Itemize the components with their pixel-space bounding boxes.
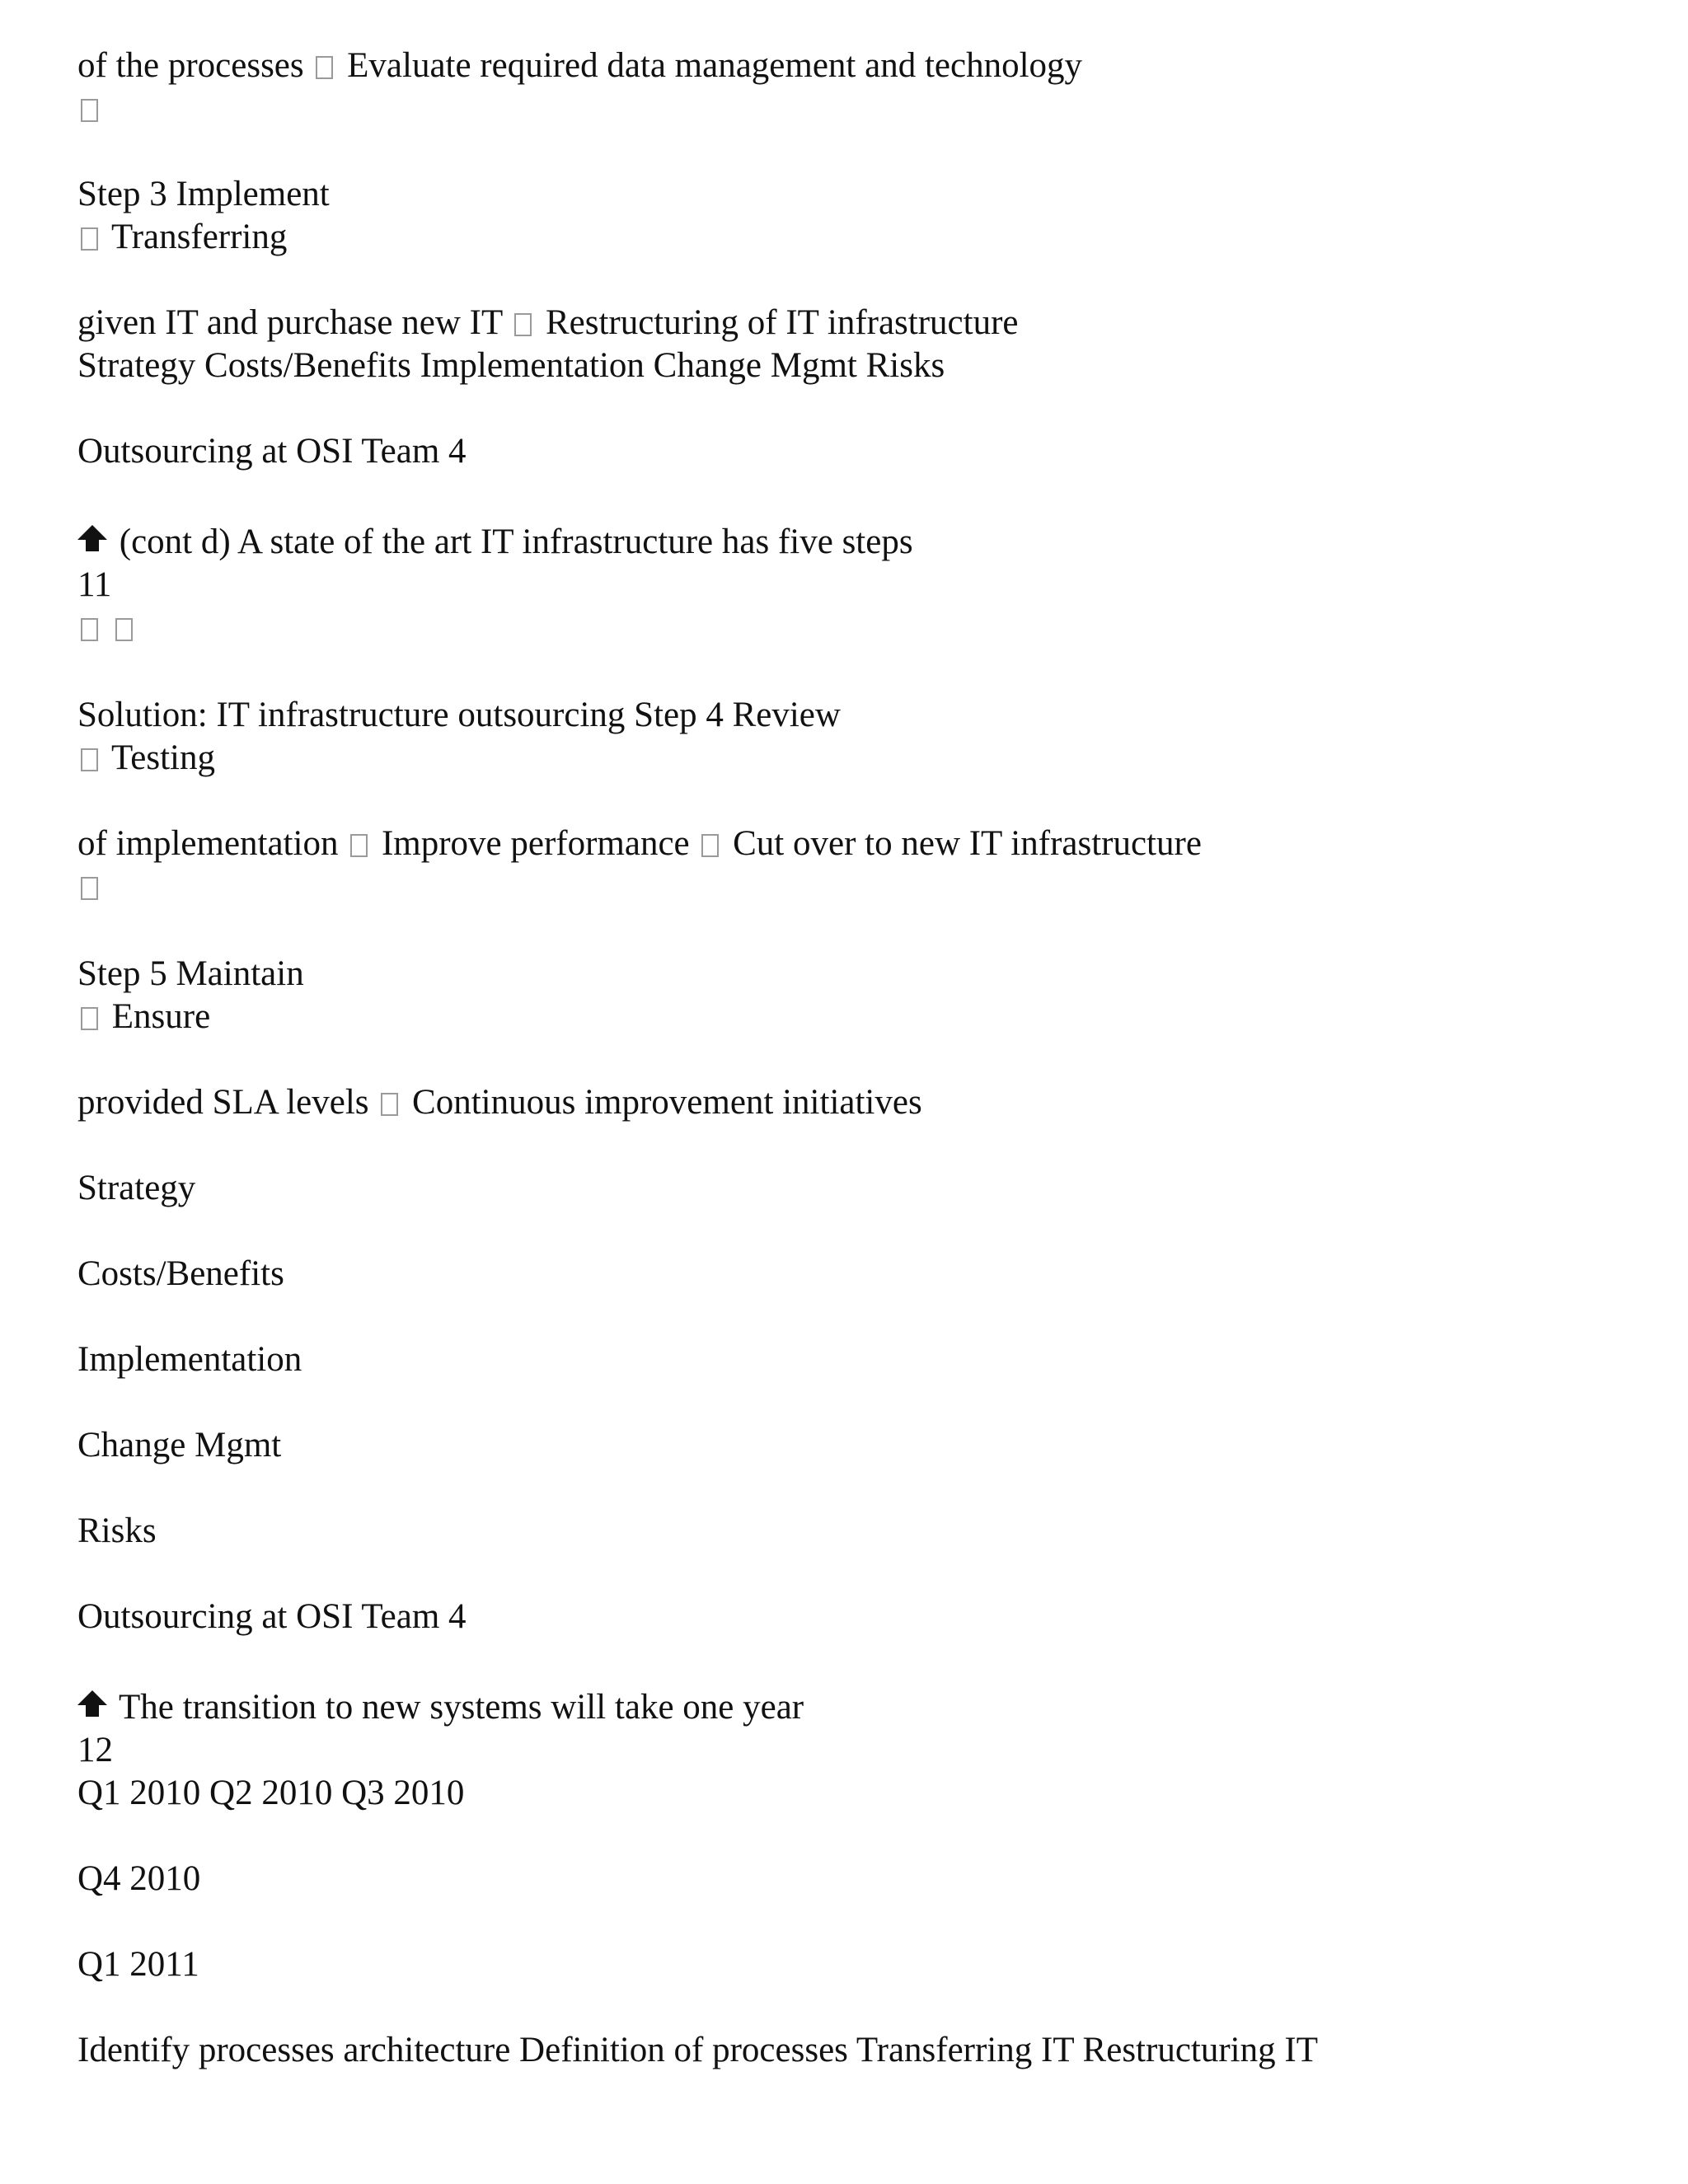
text-fragment: of the processes [77,46,304,85]
text-fragment: Evaluate required data management and technology [347,46,1083,85]
timeline-quarters: Q1 2010 Q2 2010 Q3 2010 [77,1774,465,1812]
slide-title-text: (cont d) A state of the art IT infrastructure has five steps [119,523,913,561]
missing-glyph-box-icon [81,99,98,122]
text-fragment: Transferring [110,218,288,256]
nav-item-strategy: Strategy [77,1169,196,1207]
slide-number: 11 [77,565,112,604]
text-line-solution: Solution: IT infrastructure outsourcing Step 4 Review [77,696,841,734]
text-fragment: Cut over to new IT infrastructure [733,824,1202,863]
glyph-line [77,869,103,904]
text-fragment: Restructuring of IT infrastructure [545,303,1019,342]
missing-glyph-box-icon [350,834,368,857]
text-line-transferring [77,219,287,255]
timeline-phases: Identify processes architecture Definition of processes Transferring IT Restructuring IT [77,2031,1318,2069]
missing-glyph-box-icon [81,877,98,900]
slide-title [77,524,913,560]
nav-line: Strategy Costs/Benefits Implementation Change Mgmt Risks [77,346,945,385]
timeline-quarter: Q1 2011 [77,1945,199,1984]
missing-glyph-box-icon [701,834,719,857]
glyph-line [77,610,138,645]
missing-glyph-box-icon [81,1007,98,1030]
nav-item-costs: Costs/Benefits [77,1254,284,1293]
text-line-implementation [77,826,1202,861]
missing-glyph-box-icon [115,618,133,641]
footer-line: Outsourcing at OSI Team 4 [77,1597,467,1636]
slide-title [77,1690,804,1725]
text-line-ensure [77,999,210,1034]
text-fragment: Testing [110,738,215,777]
missing-glyph-box-icon [316,56,333,79]
step-heading: Step 5 Maintain [77,954,304,993]
timeline-quarter: Q4 2010 [77,1859,201,1898]
text-fragment: of implementation [77,824,339,863]
step-heading: Step 3 Implement [77,175,330,213]
text-fragment: provided SLA levels [77,1083,369,1122]
glyph-line [77,91,103,126]
text-line-testing [77,740,215,776]
nav-item-change: Change Mgmt [77,1426,282,1465]
text-fragment: Continuous improvement initiatives [412,1083,922,1122]
missing-glyph-box-icon [381,1093,398,1116]
missing-glyph-box-icon [81,227,98,251]
nav-item-risks: Risks [77,1511,157,1550]
text-fragment: given IT and purchase new IT [77,303,503,342]
nav-item-implementation: Implementation [77,1340,302,1379]
slide-number: 12 [77,1731,113,1769]
footer-line: Outsourcing at OSI Team 4 [77,432,467,471]
missing-glyph-box-icon [81,748,98,771]
slide-title-text: The transition to new systems will take one year [118,1688,804,1727]
text-line-sla [77,1085,922,1120]
missing-glyph-box-icon [81,618,98,641]
missing-glyph-box-icon [514,313,532,336]
text-fragment: Improve performance [381,824,690,863]
text-line-processes [77,48,1082,83]
text-fragment: Ensure [111,997,211,1036]
text-line-given-it [77,305,1019,340]
